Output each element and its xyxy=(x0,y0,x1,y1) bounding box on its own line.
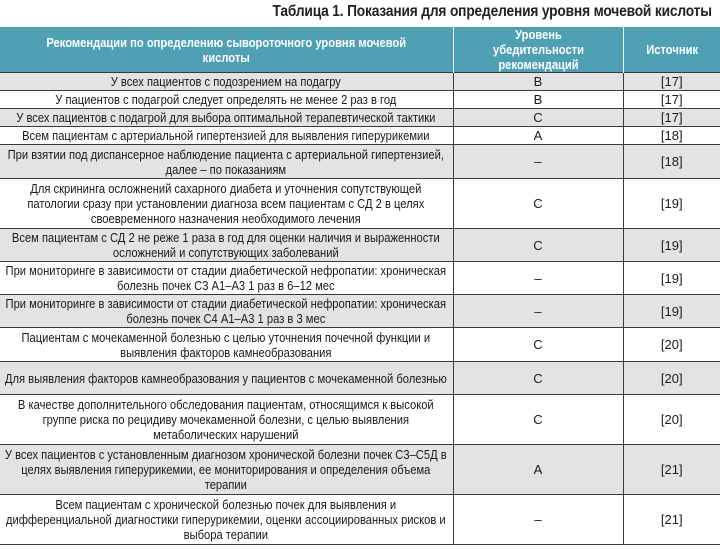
source-cell: [18] xyxy=(623,127,720,145)
level-cell: A xyxy=(453,127,623,145)
source-cell: [17] xyxy=(623,73,720,91)
level-cell: C xyxy=(453,395,623,445)
recommendation-text: При мониторинге в зависимости от стадии диабетической нефропатии: хроническая болезнь почек С3 А1–А3 1 раз в 6–12 мес xyxy=(6,263,447,293)
table-row xyxy=(0,73,720,91)
table-row xyxy=(0,262,720,295)
source-cell: [21] xyxy=(623,445,720,495)
source-cell: [19] xyxy=(623,229,720,262)
table-row xyxy=(0,395,720,445)
recommendation-text: При мониторинге в зависимости от стадии диабетической нефропатии: хроническая болезнь почек С4 А1–А3 1 раз в 3 мес xyxy=(6,296,447,326)
recommendation-text: Для выявления факторов камнеобразования у пациентов с мочекаменной болезнью xyxy=(5,370,448,386)
recommendation-cell xyxy=(0,395,453,445)
source-cell: [19] xyxy=(623,262,720,295)
source-cell: [20] xyxy=(623,362,720,395)
table-row xyxy=(0,179,720,229)
recommendation-cell xyxy=(0,362,453,395)
header-source xyxy=(623,27,720,73)
recommendation-text: У всех пациентов с установленным диагнозом хронической болезни почек С3–С5Д в целях выявления гиперурикемии, ее мониторирования и определения объема терапии xyxy=(5,447,448,492)
recommendation-cell xyxy=(0,495,453,545)
recommendation-text: Пациентам с мочекаменной болезнью с целью уточнения почечной функции и выявления факторов камнеобразования xyxy=(21,329,431,360)
recommendation-text: В качестве дополнительного обследования пациентам, относящимся к высокой группе риска по рецидиву мочекаменной болезни, с целью выявления метаболических нарушений xyxy=(18,397,435,442)
table-row xyxy=(0,328,720,362)
recommendation-cell xyxy=(0,445,453,495)
header-recommendation-label: Рекомендации по определению сывороточного уровня мочевой кислоты xyxy=(46,34,407,65)
level-cell: C xyxy=(453,109,623,127)
source-cell: [21] xyxy=(623,495,720,545)
table-header xyxy=(0,27,720,73)
table-row xyxy=(0,445,720,495)
level-cell: C xyxy=(453,362,623,395)
source-cell: [18] xyxy=(623,145,720,179)
table-row xyxy=(0,295,720,328)
source-cell: [19] xyxy=(623,179,720,229)
level-cell: B xyxy=(453,91,623,109)
source-cell: [20] xyxy=(623,328,720,362)
table-row xyxy=(0,109,720,127)
header-level-label: Уровень убедительности рекомендаций xyxy=(492,27,584,72)
header-source-label: Источник xyxy=(645,42,698,57)
source-cell: [19] xyxy=(623,295,720,328)
recommendation-text: У всех пациентов с подагрой для выбора оптимальной терапевтической тактики xyxy=(16,110,436,125)
table-row xyxy=(0,229,720,262)
recommendation-cell xyxy=(0,73,453,91)
recommendation-cell xyxy=(0,179,453,229)
recommendation-cell xyxy=(0,91,453,109)
recommendation-text: Всем пациентам с хронической болезнью почек для выявления и дифференциальной диагностики гиперурикемии, оценки ассоциированных рисков и выбора терапии xyxy=(6,497,447,542)
recommendation-text: У всех пациентов с подозрением на подагру xyxy=(111,74,342,89)
level-cell: – xyxy=(453,295,623,328)
recommendation-cell xyxy=(0,127,453,145)
recommendations-table xyxy=(0,27,720,545)
recommendation-text: При взятии под диспансерное наблюдение пациента с артериальной гипертензией, далее – по показаниям xyxy=(8,146,445,177)
table-body xyxy=(0,73,720,545)
level-cell: – xyxy=(453,145,623,179)
table-caption: Таблица 1. Показания для определения уровня мочевой кислоты xyxy=(272,3,712,20)
recommendation-text: Для скрининга осложнений сахарного диабета и уточнения сопутствующей патологии сразу при установлении диагноза всем пациентам с СД 2 в целях своевременного назначения необходимого лечения xyxy=(27,181,425,226)
level-cell: – xyxy=(453,262,623,295)
level-cell: B xyxy=(453,73,623,91)
table-row xyxy=(0,495,720,545)
recommendation-cell xyxy=(0,295,453,328)
level-cell: C xyxy=(453,328,623,362)
recommendation-text: У пациентов с подагрой следует определять не менее 2 раз в год xyxy=(55,92,397,107)
recommendation-cell xyxy=(0,262,453,295)
level-cell: C xyxy=(453,229,623,262)
recommendation-cell xyxy=(0,328,453,362)
header-level xyxy=(453,27,623,73)
level-cell: – xyxy=(453,495,623,545)
header-recommendation xyxy=(0,27,453,73)
recommendation-cell xyxy=(0,145,453,179)
table-row xyxy=(0,91,720,109)
source-cell: [17] xyxy=(623,109,720,127)
table-row xyxy=(0,127,720,145)
level-cell: C xyxy=(453,179,623,229)
recommendation-text: Всем пациентам с СД 2 не реже 1 раза в год для оценки наличия и выраженности осложнений и сопутствующих заболеваний xyxy=(12,230,441,260)
source-cell: [20] xyxy=(623,395,720,445)
level-cell: A xyxy=(453,445,623,495)
table-row xyxy=(0,145,720,179)
table-row xyxy=(0,362,720,395)
source-cell: [17] xyxy=(623,91,720,109)
recommendation-cell xyxy=(0,109,453,127)
recommendation-text: Всем пациентам с артериальной гипертензией для выявления гиперурикемии xyxy=(22,128,430,143)
recommendation-cell xyxy=(0,229,453,262)
